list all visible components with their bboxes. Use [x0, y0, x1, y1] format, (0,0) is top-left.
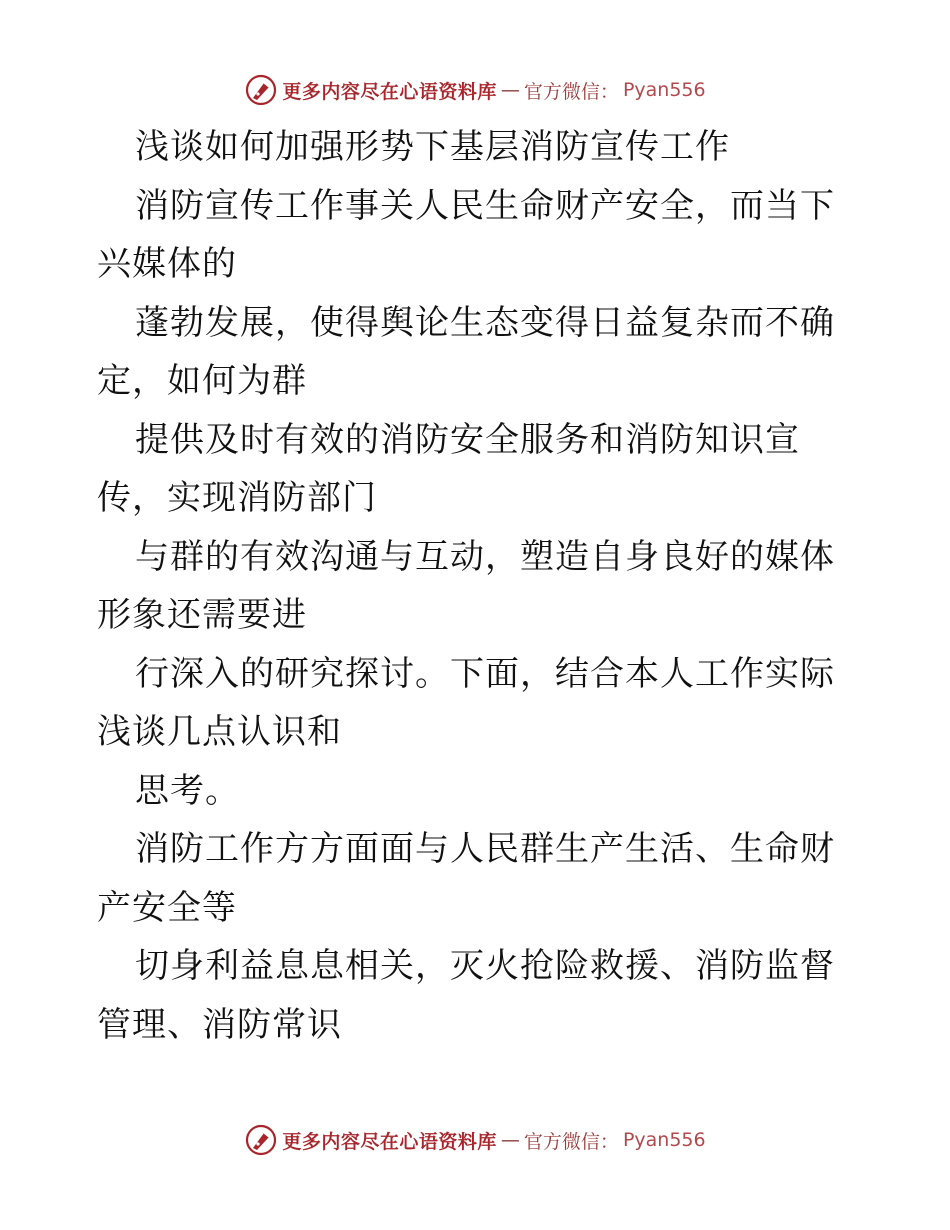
banner-separator: —	[500, 1129, 520, 1151]
paragraph-2	[97, 294, 857, 411]
paragraph-line: 实现消防部门	[167, 478, 377, 518]
paragraph-line: 消防宣传工作事关人民生命财产安全，而当下兴	[97, 185, 835, 284]
banner-library-text: 更多内容尽在心语资料库	[282, 80, 497, 103]
paragraph-1	[97, 177, 857, 294]
paragraph-line: 媒体的	[132, 244, 237, 284]
paragraph-4	[97, 528, 857, 645]
footer-banner	[0, 1120, 950, 1160]
paragraph-line: 象还需要进	[132, 595, 307, 635]
paragraph-line: 理、消防常识	[132, 1004, 342, 1045]
paragraph-line: 切身利益息息相关，灭火抢险救援、消防监督管	[97, 946, 835, 1045]
paragraph-line: 消防工作方方面面与人民群生产生活、生命财产	[97, 829, 835, 928]
banner-wechat-id: Pyan556	[622, 79, 706, 101]
pen-nib-logo-icon	[244, 73, 278, 107]
paragraph-line: 安全等	[132, 887, 237, 928]
paragraph-line: 定，如何为群	[97, 361, 307, 401]
pen-nib-logo-icon	[244, 1123, 278, 1157]
paragraph-line: 谈几点认识和	[132, 712, 342, 752]
banner-wechat-label: 官方微信：	[523, 1130, 619, 1153]
banner-library-text: 更多内容尽在心语资料库	[282, 1130, 497, 1153]
paragraph-5	[97, 645, 857, 762]
paragraph-7	[97, 820, 857, 937]
paragraph-line: 提供及时有效的消防安全服务和消防知识宣传，	[97, 419, 800, 518]
paragraph-3	[97, 411, 857, 528]
paragraph-line: 蓬勃发展，使得舆论生态变得日益复杂而不确	[135, 302, 835, 343]
paragraph-line: 思考。	[135, 770, 240, 811]
banner-wechat-id: Pyan556	[622, 1129, 706, 1151]
paragraph-6	[97, 762, 857, 821]
document-body	[97, 118, 857, 1054]
banner-wechat-label: 官方微信：	[523, 80, 619, 103]
document-title: 浅谈如何加强形势下基层消防宣传工作	[135, 127, 730, 167]
paragraph-8	[97, 937, 857, 1054]
banner-separator: —	[500, 79, 520, 101]
paragraph-line: 行深入的研究探讨。下面，结合本人工作实际浅	[97, 653, 835, 752]
header-banner	[0, 70, 950, 110]
paragraph-line: 与群的有效沟通与互动，塑造自身良好的媒体形	[97, 536, 835, 635]
